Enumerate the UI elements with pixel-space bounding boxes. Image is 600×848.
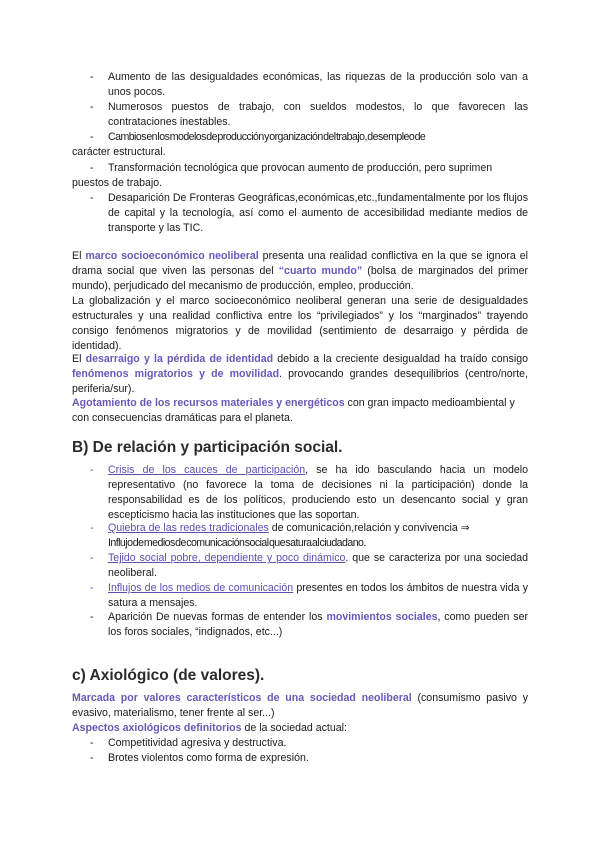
bullet-dash: - xyxy=(90,192,94,204)
highlight-quiebra: Quiebra de las redes tradicionales xyxy=(108,522,269,534)
list-item: Transformación tecnológica que provocan aumento de producción, pero suprimen xyxy=(108,162,493,174)
list-item: Quiebra de las redes tradicionales de comunicación,relación y convivencia ⇒ xyxy=(108,522,470,534)
highlight-tejido: Tejido social pobre, dependiente y poco dinámico xyxy=(108,552,346,564)
paragraph-desarraigo: El desarraigo y la pérdida de identidad debido a la creciente desigualdad ha traído consigo fenómenos migratorios y de movilidad. provocando grandes desequilibrios (centro/norte, periferia/sur). xyxy=(72,353,528,395)
highlight-cuarto-mundo: “cuarto mundo” xyxy=(278,265,363,277)
list-item: Aumento de las desigualdades económicas, las riquezas de la producción solo van a unos pocos. xyxy=(108,71,528,98)
paragraph-aspectos: Aspectos axiológicos definitorios de la sociedad actual: xyxy=(72,722,347,734)
bullet-dash: - xyxy=(90,582,94,594)
highlight-marco: marco socioeconómico neoliberal xyxy=(85,250,259,262)
paragraph-marcada: Marcada por valores característicos de una sociedad neoliberal (consumismo pasivo y evasivo, materialismo, tener frente al ser...) xyxy=(72,692,528,719)
highlight-movimientos: movimientos sociales xyxy=(326,611,438,623)
bullet-dash: - xyxy=(90,737,94,749)
bullet-dash: - xyxy=(90,752,94,764)
list-item-continuation: puestos de trabajo. xyxy=(72,177,163,189)
list-item: Competitividad agresiva y destructiva. xyxy=(108,737,287,749)
bullet-dash: - xyxy=(90,522,94,534)
paragraph-agotamiento: Agotamiento de los recursos materiales y energéticos con gran impacto medioambiental y con consecuencias dramáticas para el planeta. xyxy=(72,397,515,424)
paragraph-marco: El marco socioeconómico neoliberal presenta una realidad conflictiva en la que se ignora el drama social que viven las personas del “cuarto mundo” (bolsa de marginados del primer mundo), perjudicado del mecanismo de producción, empleo, producción. xyxy=(72,250,529,292)
highlight-aspectos: Aspectos axiológicos definitorios xyxy=(72,722,242,734)
highlight-agotamiento: Agotamiento de los recursos materiales y energéticos xyxy=(72,397,345,409)
list-item: Cambios en los modelos de producción y organización del trabajo, desempleo de xyxy=(108,131,426,143)
list-item: Influjos de los medios de comunicación presentes en todos los ámbitos de nuestra vida y satura a mensajes. xyxy=(108,582,528,609)
list-item: Brotes violentos como forma de expresión. xyxy=(108,752,309,764)
highlight-crisis: Crisis de los cauces de participación xyxy=(108,464,306,476)
list-item: Tejido social pobre, dependiente y poco dinámico. que se caracteriza por una sociedad neoliberal. xyxy=(108,552,528,579)
list-item: Desaparición De Fronteras Geográficas,económicas,etc.,fundamentalmente por los flujos de capital y la tecnología, así como el aumento de accesibilidad mediante medios de transporte y las TIC. xyxy=(108,192,528,234)
list-item-continuation: Influjo de medios de comunicación social que satura al ciudadano. xyxy=(108,537,366,549)
section-b-title: B) De relación y participación social. xyxy=(72,439,343,456)
paragraph-globalizacion: La globalización y el marco socioeconómico neoliberal generan una serie de desigualdades estructurales y una realidad conflictiva entre los “privilegiados” y los “marginados” trayendo consigo fenómenos migratorios y de movilidad (sentimiento de desarraigo y pérdida de identidad). xyxy=(72,295,528,352)
bullet-dash: - xyxy=(90,162,94,174)
list-item: Aparición De nuevas formas de entender los movimientos sociales, como pueden ser los foros sociales, “indignados, etc...) xyxy=(108,611,528,638)
bullet-dash: - xyxy=(90,71,94,83)
bullet-dash: - xyxy=(90,552,94,564)
highlight-influjos: Influjos de los medios de comunicación xyxy=(108,582,294,594)
highlight-desarraigo: desarraigo y la pérdida de identidad xyxy=(85,353,274,365)
section-c-title: c) Axiológico (de valores). xyxy=(72,667,265,684)
list-item: Crisis de los cauces de participación, se ha ido basculando hacia un modelo representativo (no favorece la toma de decisiones ni la participación) donde la responsabilidad es de los políticos, produciendo esto un desencanto social y gran escepticismo hacia las instituciones que las soportan. xyxy=(108,464,528,521)
highlight-marcada: Marcada por valores característicos de una sociedad neoliberal xyxy=(72,692,412,704)
bullet-dash: - xyxy=(90,131,94,143)
list-item: Numerosos puestos de trabajo, con sueldos modestos, lo que favorecen las contrataciones inestables. xyxy=(108,101,528,128)
bullet-dash: - xyxy=(90,464,94,476)
highlight-fenomenos: fenómenos migratorios y de movilidad xyxy=(72,368,280,380)
bullet-dash: - xyxy=(90,611,94,623)
bullet-dash: - xyxy=(90,101,94,113)
list-item-continuation: carácter estructural. xyxy=(72,146,166,158)
